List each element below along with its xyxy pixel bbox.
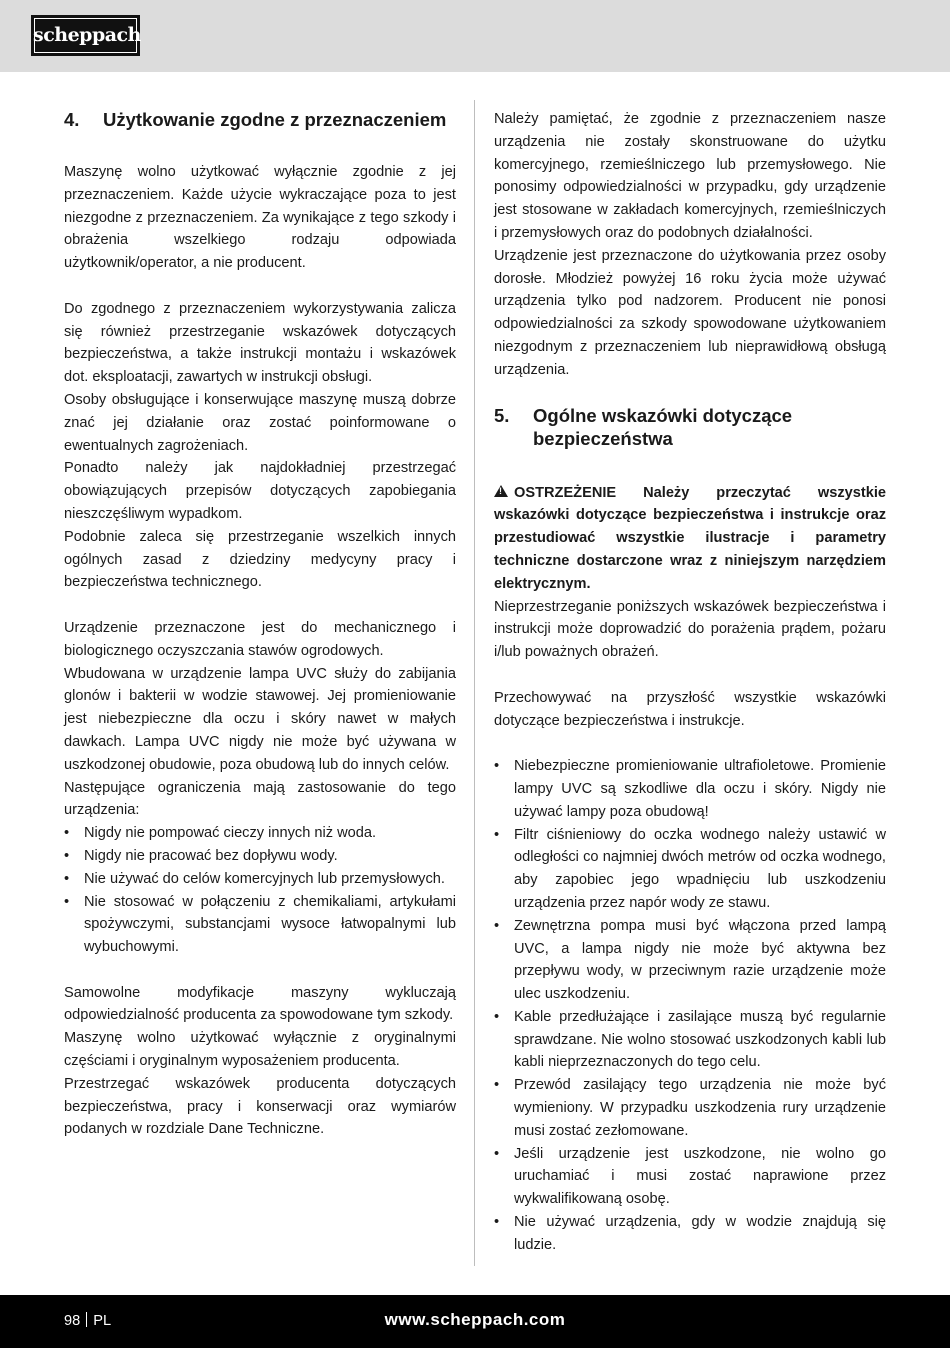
- paragraph: Podobnie zaleca się przestrzeganie wszelkich innych ogólnych zasad z dziedziny medycyny pracy i bezpieczeństwa technicznego.: [64, 528, 456, 591]
- section-number: 4.: [64, 109, 80, 130]
- list-item: • Filtr ciśnieniowy do oczka wodnego należy ustawić w odległości co najmniej dwóch metrów od oczka wodnego, aby zapobiec jego wpadnięciu lub uszkodzeniu urządzenia przez napór wody ze stawu.: [494, 824, 886, 915]
- paragraph: Osoby obsługujące i konserwujące maszynę muszą dobrze znać jej działanie oraz zostać poinformowane o ewentualnych zagrożeniach.: [64, 391, 456, 454]
- paragraph: Wbudowana w urządzenie lampa UVC służy do zabijania glonów i bakterii w wodzie stawowej. Jej promieniowanie jest niebezpieczne dla oczu i skóry nawet w małych dawkach. Lampa UVC nigdy nie może być używana w uszkodzonej obudowie, poza obudową lub do innych celów.: [64, 665, 456, 773]
- list-item: • Nigdy nie pompować cieczy innych niż woda.: [64, 822, 456, 845]
- section-4-heading: [64, 108, 456, 131]
- list-item: • Nie używać do celów komercyjnych lub przemysłowych.: [64, 868, 456, 891]
- language-code: PL: [93, 1313, 112, 1329]
- paragraph: Maszynę wolno użytkować wyłącznie z oryginalnymi częściami i oryginalnym wyposażeniem producenta.: [64, 1030, 456, 1070]
- paragraph: Do zgodnego z przeznaczeniem wykorzystywania zalicza się również przestrzeganie wskazówek dotyczących bezpieczeństwa, a także instrukcji montażu i wskazówek dot. eksploatacji, zawartych w instrukcji obsługi.: [64, 300, 456, 386]
- section-title: Użytkowanie zgodne z przeznaczeniem: [103, 109, 447, 130]
- section-number: 5.: [494, 404, 510, 426]
- list-item: • Przewód zasilający tego urządzenia nie może być wymieniony. W przypadku uszkodzenia rury urządzenie musi zostać zezłomowane.: [494, 1074, 886, 1142]
- warning-text: OSTRZEŻENIE Należy przeczytać wszystkie wskazówki dotyczące bezpieczeństwa i instrukcje oraz przestudiować wszystkie ilustracje i parametry techniczne dostarczone wraz z niniejszym narzędziem elektrycznym.: [494, 484, 886, 592]
- paragraph: Należy pamiętać, że zgodnie z przeznaczeniem nasze urządzenia nie zostały skonstruowane do użytku komercyjnego, rzemieślniczego lub przemysłowego. Nie ponosimy odpowiedzialności w przypadku, gdy urządzenie jest stosowane w zakładach komercyjnych, rzemieślniczych i przemysłowych oraz do podobnych działalności.: [494, 111, 886, 241]
- list-item: • Zewnętrzna pompa musi być włączona przed lampą UVC, a lampa nigdy nie może być aktywna bez przepływu wody, w przeciwnym razie urządzenie może ulec uszkodzeniu.: [494, 915, 886, 1006]
- paragraph: Urządzenie przeznaczone jest do mechanicznego i biologicznego oczyszczania stawów ogrodowych.: [64, 619, 456, 659]
- paragraph: Przechowywać na przyszłość wszystkie wskazówki dotyczące bezpieczeństwa i instrukcje.: [494, 689, 886, 729]
- paragraph: Ponadto należy jak najdokładniej przestrzegać obowiązujących przepisów dotyczących zapobiegania nieszczęśliwym wypadkom.: [64, 460, 456, 522]
- warning-block: [494, 482, 886, 596]
- warning-triangle-icon: [494, 485, 508, 497]
- list-item: • Jeśli urządzenie jest uszkodzone, nie wolno go uruchamiać i musi zostać naprawione przez wykwalifikowaną osobę.: [494, 1143, 886, 1211]
- limitations-list: [64, 822, 456, 959]
- list-item: • Nie stosować w połączeniu z chemikaliami, artykułami spożywczymi, substancjami wysoce łatwopalnymi lub wybuchowymi.: [64, 891, 456, 959]
- header-bar: [0, 0, 950, 72]
- section-title: Ogólne wskazówki dotyczące bezpieczeństwa: [533, 404, 793, 449]
- paragraph: Przestrzegać wskazówek producenta dotyczących bezpieczeństwa, pracy i konserwacji oraz wymiarów podanych w rozdziale Dane Techniczne.: [64, 1075, 456, 1138]
- list-item: • Nigdy nie pracować bez dopływu wody.: [64, 845, 456, 868]
- list-item: • Nie używać urządzenia, gdy w wodzie znajdują się ludzie.: [494, 1211, 886, 1257]
- list-item: • Kable przedłużające i zasilające muszą być regularnie sprawdzane. Nie wolno stosować uszkodzonych kabli lub kabli nieprzeznaczonych do tego celu.: [494, 1006, 886, 1074]
- right-column: [494, 108, 886, 1257]
- list-item: • Niebezpieczne promieniowanie ultrafioletowe. Promienie lampy UVC są szkodliwe dla oczu i skóry. Nigdy nie używać lampy poza obudową!: [494, 755, 886, 823]
- paragraph: Maszynę wolno użytkować wyłącznie zgodnie z jej przeznaczeniem. Każde użycie wykraczające poza to jest niezgodne z przeznaczeniem. Za wynikające z tego szkody i obrażenia wszelkiego rodzaju odpowiada użytkownik/operator, a nie producent.: [64, 164, 456, 272]
- left-column: [64, 108, 456, 1141]
- section-5-heading: [494, 404, 886, 450]
- website-link[interactable]: www.scheppach.com: [384, 1310, 566, 1329]
- paragraph: Urządzenie jest przeznaczone do użytkowania przez osoby dorosłe. Młodzież powyżej 16 roku życia może używać urządzenia tylko pod nadzorem. Producent nie ponosi odpowiedzialności za szkody spowodowane użytkowaniem niezgodnym z przeznaczeniem lub nieprawidłową obsługą urządzenia.: [494, 247, 886, 378]
- brand-logo: scheppach: [31, 15, 140, 56]
- safety-list: [494, 755, 886, 1257]
- paragraph: Nieprzestrzeganie poniższych wskazówek bezpieczeństwa i instrukcji może doprowadzić do porażenia prądem, pożaru i/lub poważnych obrażeń.: [494, 598, 886, 661]
- page-number: 98: [64, 1313, 81, 1329]
- paragraph: Samowolne modyfikacje maszyny wykluczają odpowiedzialność producenta za spowodowane tym szkody.: [64, 984, 456, 1024]
- column-divider: [474, 100, 475, 1266]
- paragraph: Następujące ograniczenia mają zastosowanie do tego urządzenia:: [64, 779, 456, 819]
- footer-bar: [0, 1295, 950, 1348]
